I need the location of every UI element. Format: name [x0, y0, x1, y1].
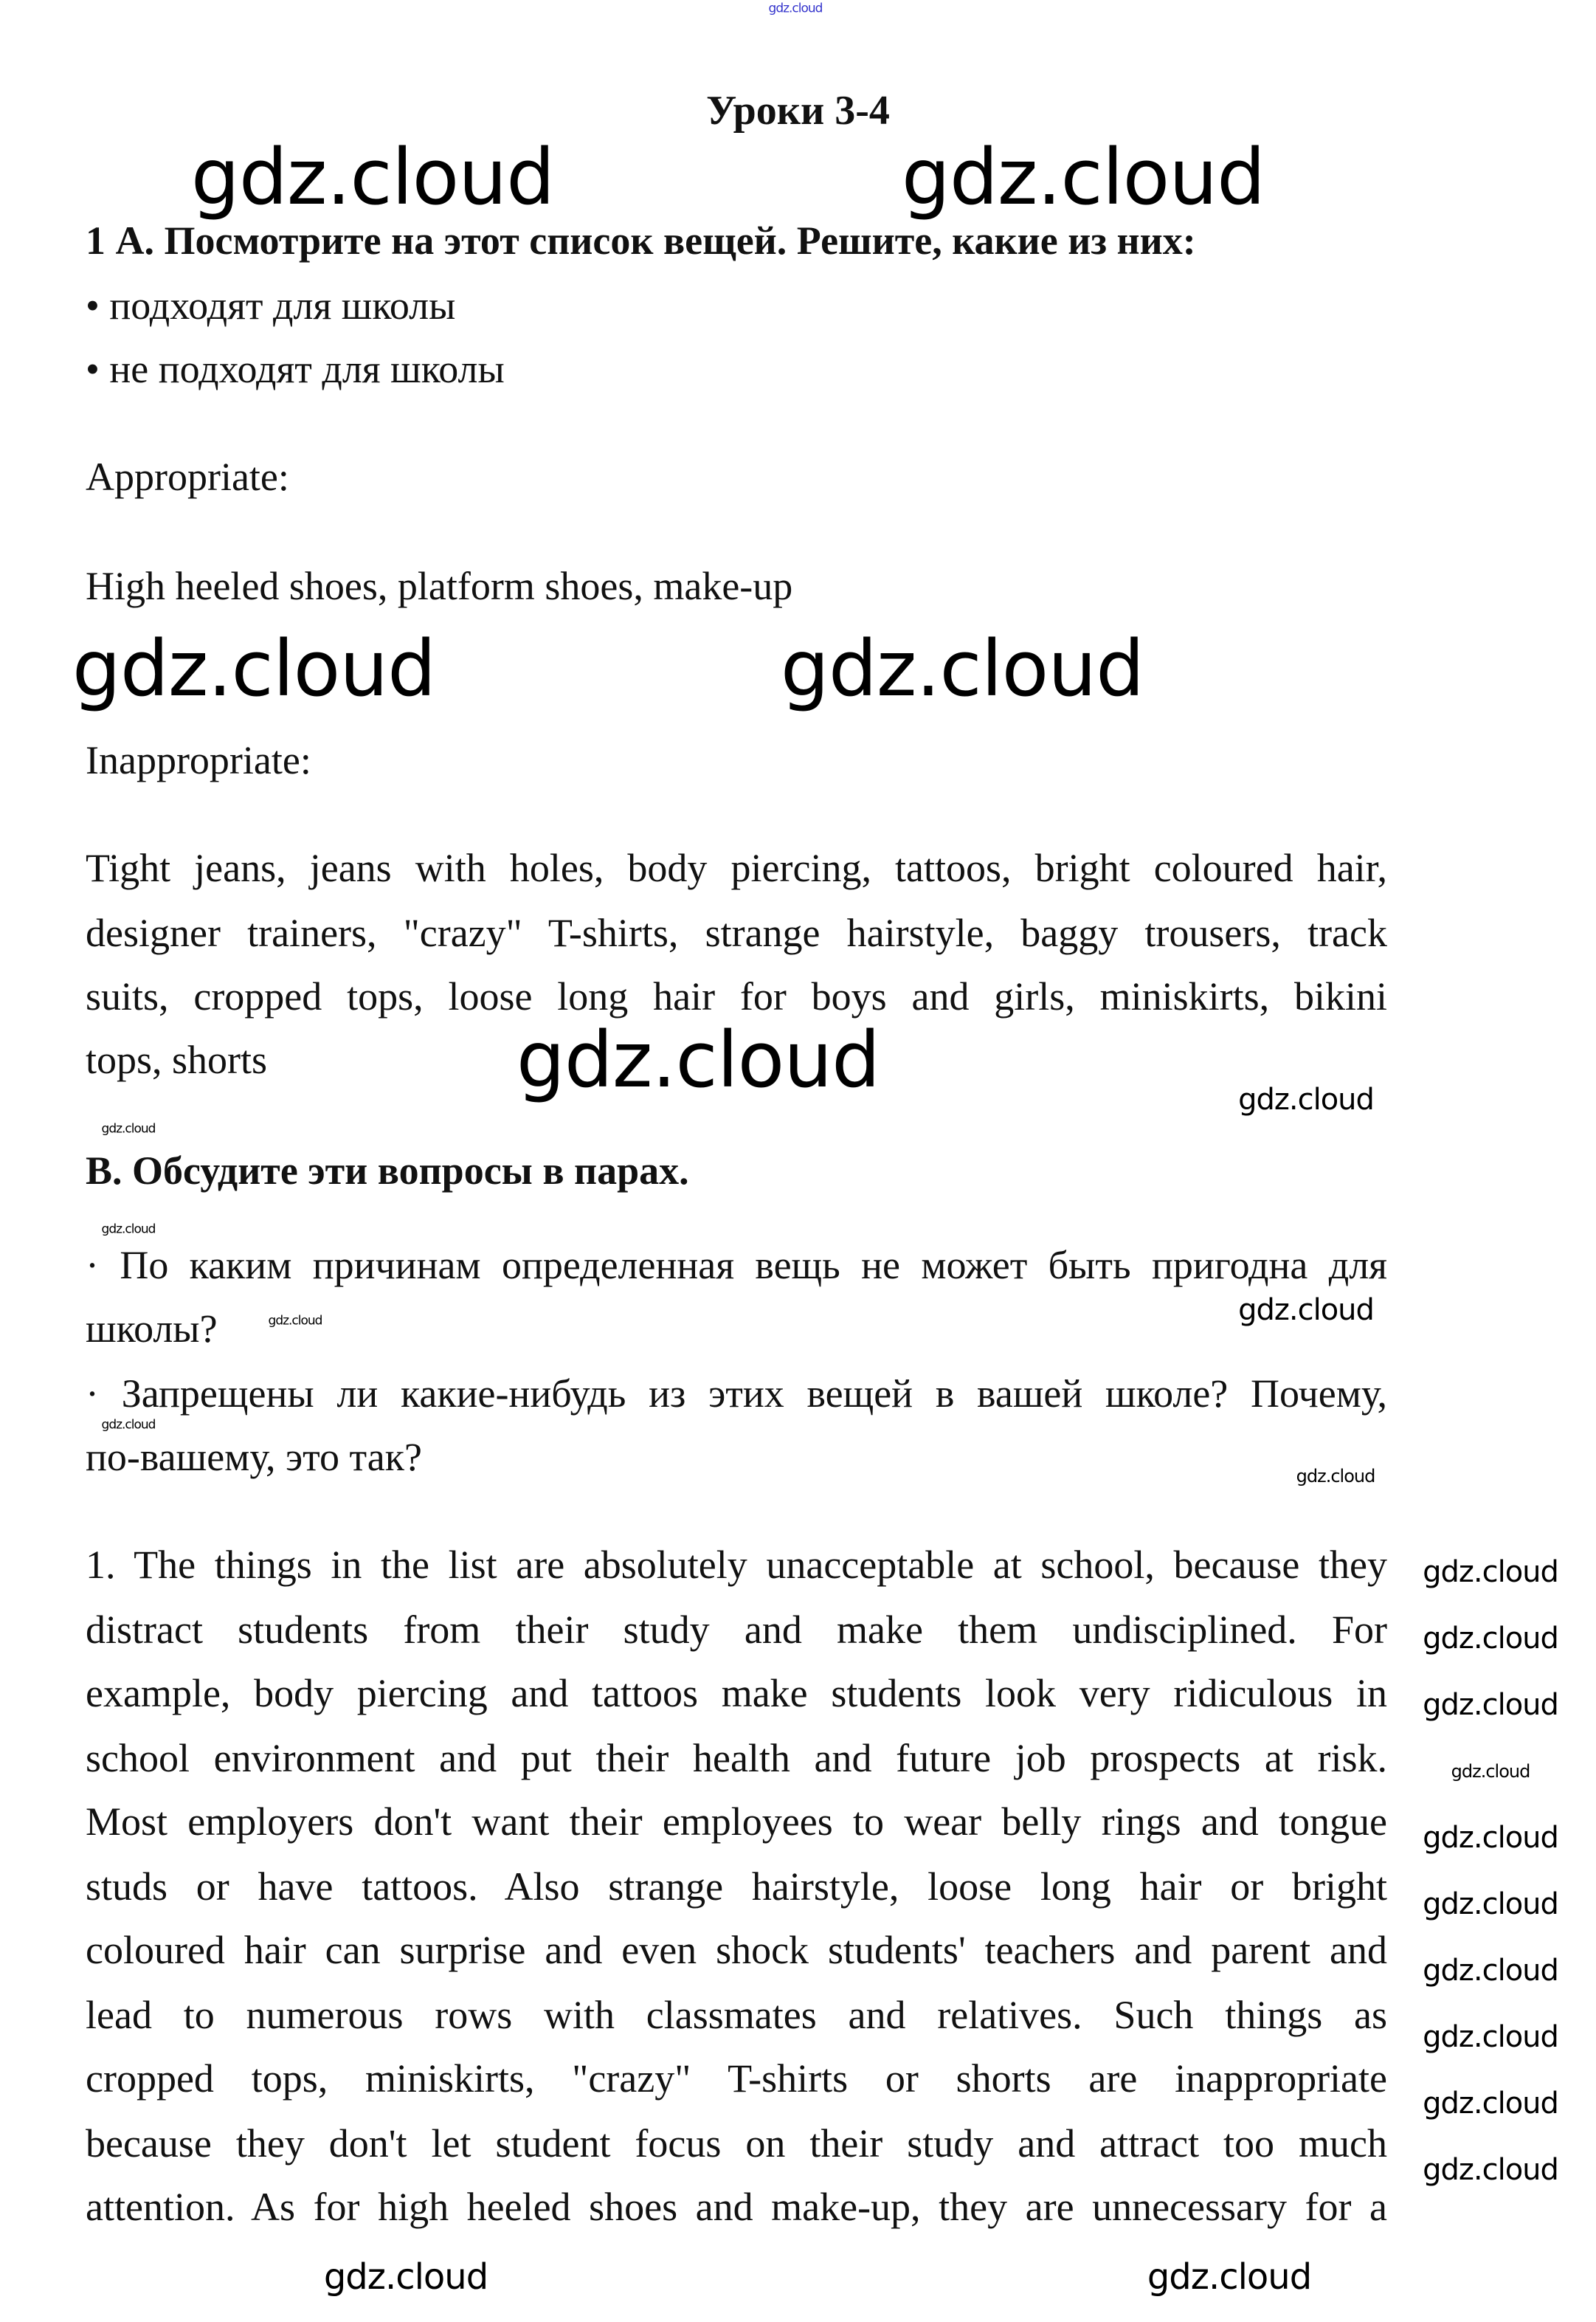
watermark: gdz.cloud [516, 1015, 880, 1105]
watermark: gdz.cloud [1423, 1555, 1558, 1589]
watermark: gdz.cloud [1238, 1083, 1374, 1117]
answer-line: because they don't let student focus on their study and attract too much [86, 2121, 1387, 2166]
watermark: gdz.cloud [323, 2256, 488, 2298]
answer-line: school environment and put their health and future job prospects at risk. [86, 1736, 1387, 1780]
answer-line: example, body piercing and tattoos make students look very ridiculous in [86, 1671, 1387, 1715]
watermark: gdz.cloud [1423, 1821, 1558, 1855]
answer-line: lead to numerous rows with classmates and relatives. Such things as [86, 1993, 1387, 2037]
watermark: gdz.cloud [1296, 1466, 1375, 1486]
inappropriate-line: suits, cropped tops, loose long hair for boys and girls, miniskirts, bikini [86, 974, 1387, 1019]
task-b-heading: B. Обсудите эти вопросы в парах. [86, 1148, 689, 1193]
watermark: gdz.cloud [901, 132, 1265, 222]
answer-line: 1. The things in the list are absolutely unacceptable at school, because they [86, 1543, 1387, 1587]
question-line: · Запрещены ли какие-нибудь из этих вещей в вашей школе? Почему, [86, 1371, 1387, 1416]
watermark: gdz.cloud [1451, 1761, 1530, 1782]
watermark: gdz.cloud [1423, 1688, 1558, 1722]
appropriate-items: High heeled shoes, platform shoes, make-up [86, 564, 793, 608]
watermark: gdz.cloud [780, 624, 1144, 714]
watermark: gdz.cloud [1423, 2153, 1558, 2187]
watermark: gdz.cloud [1238, 1293, 1374, 1327]
bullet-item: • подходят для школы [86, 283, 456, 328]
watermark: gdz.cloud [1423, 1887, 1558, 1921]
answer-line: distract students from their study and make them undisciplined. For [86, 1608, 1387, 1652]
inappropriate-line: tops, shorts [86, 1038, 268, 1082]
watermark: gdz.cloud [101, 1222, 156, 1237]
top-watermark-link[interactable]: gdz.cloud [768, 1, 823, 16]
inappropriate-line: designer trainers, "crazy" T-shirts, strange hairstyle, baggy trousers, track [86, 911, 1387, 955]
task-a-heading: 1 А. Посмотрите на этот список вещей. Решите, какие из них: [86, 218, 1196, 263]
question-line: школы? [86, 1306, 218, 1351]
bullet-item: • не подходят для школы [86, 347, 505, 391]
inappropriate-label: Inappropriate: [86, 738, 311, 782]
answer-line: coloured hair can surprise and even shock students' teachers and parent and [86, 1928, 1387, 1972]
watermark: gdz.cloud [1423, 2020, 1558, 2054]
watermark: gdz.cloud [1423, 1622, 1558, 1656]
page-title: Уроки 3-4 [706, 88, 890, 134]
question-line: · По каким причинам определенная вещь не может быть пригодна для [86, 1243, 1387, 1287]
watermark: gdz.cloud [1423, 1954, 1558, 1988]
appropriate-label: Appropriate: [86, 455, 289, 499]
answer-line: studs or have tattoos. Also strange hairstyle, loose long hair or bright [86, 1864, 1387, 1909]
watermark: gdz.cloud [101, 1121, 156, 1137]
watermark: gdz.cloud [1423, 2087, 1558, 2121]
watermark: gdz.cloud [190, 132, 555, 222]
watermark: gdz.cloud [1147, 2256, 1312, 2298]
question-line: по-вашему, это так? [86, 1435, 422, 1479]
watermark: gdz.cloud [268, 1313, 322, 1329]
watermark: gdz.cloud [72, 624, 436, 714]
answer-line: cropped tops, miniskirts, "crazy" T-shirts or shorts are inappropriate [86, 2056, 1387, 2101]
answer-line: attention. As for high heeled shoes and make-up, they are unnecessary for a [86, 2185, 1387, 2229]
inappropriate-line: Tight jeans, jeans with holes, body piercing, tattoos, bright coloured hair, [86, 846, 1387, 890]
watermark: gdz.cloud [101, 1417, 156, 1433]
answer-line: Most employers don't want their employees to wear belly rings and tongue [86, 1799, 1387, 1844]
